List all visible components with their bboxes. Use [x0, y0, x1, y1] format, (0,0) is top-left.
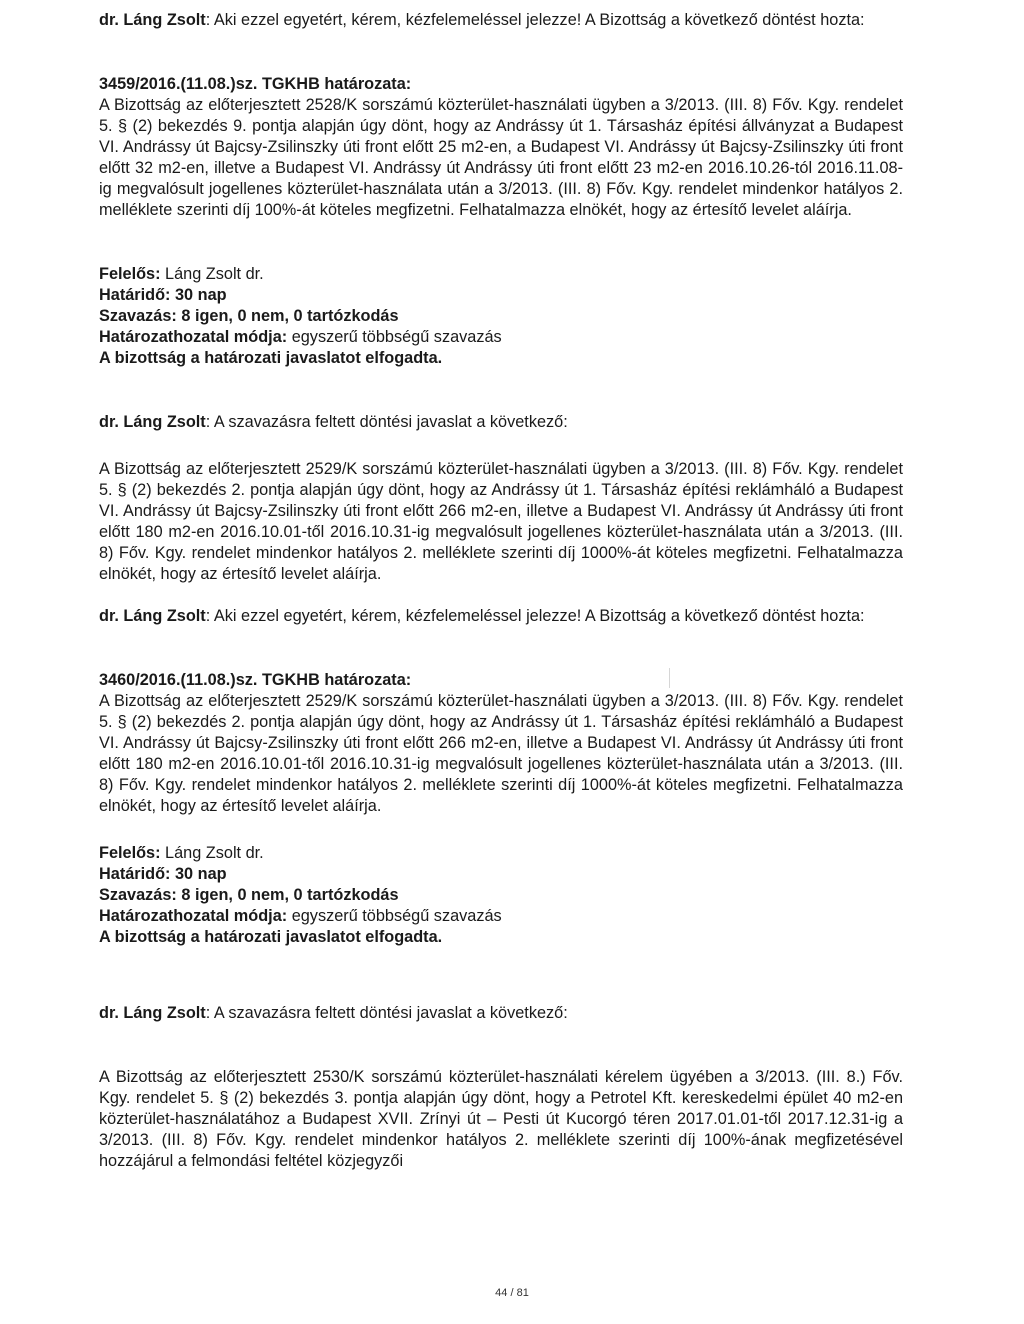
method-label: Határozathozatal módja: [99, 907, 288, 925]
outcome: A bizottság a határozati javaslatot elfogadta. [99, 928, 443, 946]
resolution-text: A Bizottság az előterjesztett 2529/K sorszámú közterület-használati ügyben a 3/2013. (III. 8) Főv. Kgy. rendelet 5. § (2) bekezdés 2. pontja alapján úgy dönt, hogy az Andrássy út 1. Társasház építési reklámháló a Budapest VI. Andrássy út Bajcsy-Zsilinszky úti front előtt 266 m2-en, illetve a Budapest VI. Andrássy út Andrássy úti front előtt 180 m2-en 2016.10.01-től 2016.10.31-ig megvalósult jogellenes közterület-használata után a 3/2013. (III. 8) Főv. Kgy. rendelet mindenkor hatályos 2. melléklete szerinti díj 1000%-át köteles megfizetni. Felhatalmazza elnökét, hogy az értesítő levelet aláírja. [99, 692, 903, 815]
responsible-label: Felelős: [99, 265, 161, 283]
responsible-label: Felelős: [99, 844, 161, 862]
speaker-name: dr. Láng Zsolt [99, 1004, 206, 1022]
speaker-statement [99, 412, 903, 433]
speaker-statement [99, 1003, 903, 1024]
speaker-statement [99, 10, 903, 31]
document-page [99, 10, 903, 1172]
method-value: egyszerű többségű szavazás [287, 328, 502, 346]
resolution-meta [99, 843, 903, 948]
speaker-statement [99, 606, 903, 627]
resolution-number: 3459/2016.(11.08.)sz. TGKHB határozata: [99, 75, 412, 93]
speaker-name: dr. Láng Zsolt [99, 11, 206, 29]
responsible-value: Láng Zsolt dr. [160, 265, 264, 283]
resolution-text: A Bizottság az előterjesztett 2528/K sorszámú közterület-használati ügyben a 3/2013. (III. 8) Főv. Kgy. rendelet 5. § (2) bekezdés 9. pontja alapján úgy dönt, hogy az Andrássy út 1. Társasház építési állványzat a Budapest VI. Andrássy út Bajcsy-Zsilinszky úti front előtt 25 m2-en, a Budapest VI. Andrássy út Bajcsy-Zsilinszky úti front előtt 32 m2-en, illetve a Budapest VI. Andrássy út Andrássy úti front előtt 23 m2-en 2016.10.26-tól 2016.11.08-ig megvalósult jogellenes közterület-használata után a 3/2013. (III. 8) Főv. Kgy. rendelet mindenkor hatályos 2. melléklete szerinti díj 100%-át köteles megfizetni. Felhatalmazza elnökét, hogy az értesítő levelet aláírja. [99, 96, 903, 219]
page-number: 44 / 81 [495, 1287, 529, 1299]
resolution-number: 3460/2016.(11.08.)sz. TGKHB határozata: [99, 671, 412, 689]
vote-result: Szavazás: 8 igen, 0 nem, 0 tartózkodás [99, 307, 399, 325]
vote-result: Szavazás: 8 igen, 0 nem, 0 tartózkodás [99, 886, 399, 904]
statement-text: : Aki ezzel egyetért, kérem, kézfelemeléssel jelezze! A Bizottság a következő döntést hozta: [205, 11, 865, 29]
statement-text: : A szavazásra feltett döntési javaslat a következő: [205, 1004, 568, 1022]
proposal-text: A Bizottság az előterjesztett 2530/K sorszámú közterület-használati kérelem ügyében a 3/2013. (III. 8.) Főv. Kgy. rendelet 5. § (2) bekezdés 3. pontja alapján úgy dönt, hogy a Petrotel Kft. kereskedelmi épület 40 m2-en közterület-használatához a Budapest XVII. Zrínyi út – Pesti út Kucorgó téren 2017.01.01-től 2017.12.31-ig a 3/2013. (III. 8) Főv. Kgy. rendelet mindenkor hatályos 2. melléklete szerinti díj 100%-ának megfizetésével hozzájárul a felmondási feltétel közjegyzői [99, 1068, 903, 1170]
speaker-name: dr. Láng Zsolt [99, 413, 206, 431]
method-value: egyszerű többségű szavazás [287, 907, 502, 925]
proposal-text: A Bizottság az előterjesztett 2529/K sorszámú közterület-használati ügyben a 3/2013. (III. 8) Főv. Kgy. rendelet 5. § (2) bekezdés 2. pontja alapján úgy dönt, hogy az Andrássy út 1. Társasház építési reklámháló a Budapest VI. Andrássy út Bajcsy-Zsilinszky úti front előtt 266 m2-en, illetve a Budapest VI. Andrássy út Andrássy úti front előtt 180 m2-en 2016.10.01-től 2016.10.31-ig megvalósult jogellenes közterület-használata után a 3/2013. (III. 8) Főv. Kgy. rendelet mindenkor hatályos 2. melléklete szerinti díj 1000%-át köteles megfizetni. Felhatalmazza elnökét, hogy az értesítő levelet aláírja. [99, 460, 903, 583]
statement-text: : A szavazásra feltett döntési javaslat a következő: [205, 413, 568, 431]
statement-text: : Aki ezzel egyetért, kérem, kézfelemeléssel jelezze! A Bizottság a következő döntést hozta: [205, 607, 865, 625]
speaker-name: dr. Láng Zsolt [99, 607, 206, 625]
responsible-value: Láng Zsolt dr. [160, 844, 264, 862]
method-label: Határozathozatal módja: [99, 328, 288, 346]
resolution-meta [99, 264, 903, 369]
outcome: A bizottság a határozati javaslatot elfogadta. [99, 349, 443, 367]
deadline: Határidő: 30 nap [99, 865, 227, 883]
scan-artifact [669, 668, 670, 688]
deadline: Határidő: 30 nap [99, 286, 227, 304]
